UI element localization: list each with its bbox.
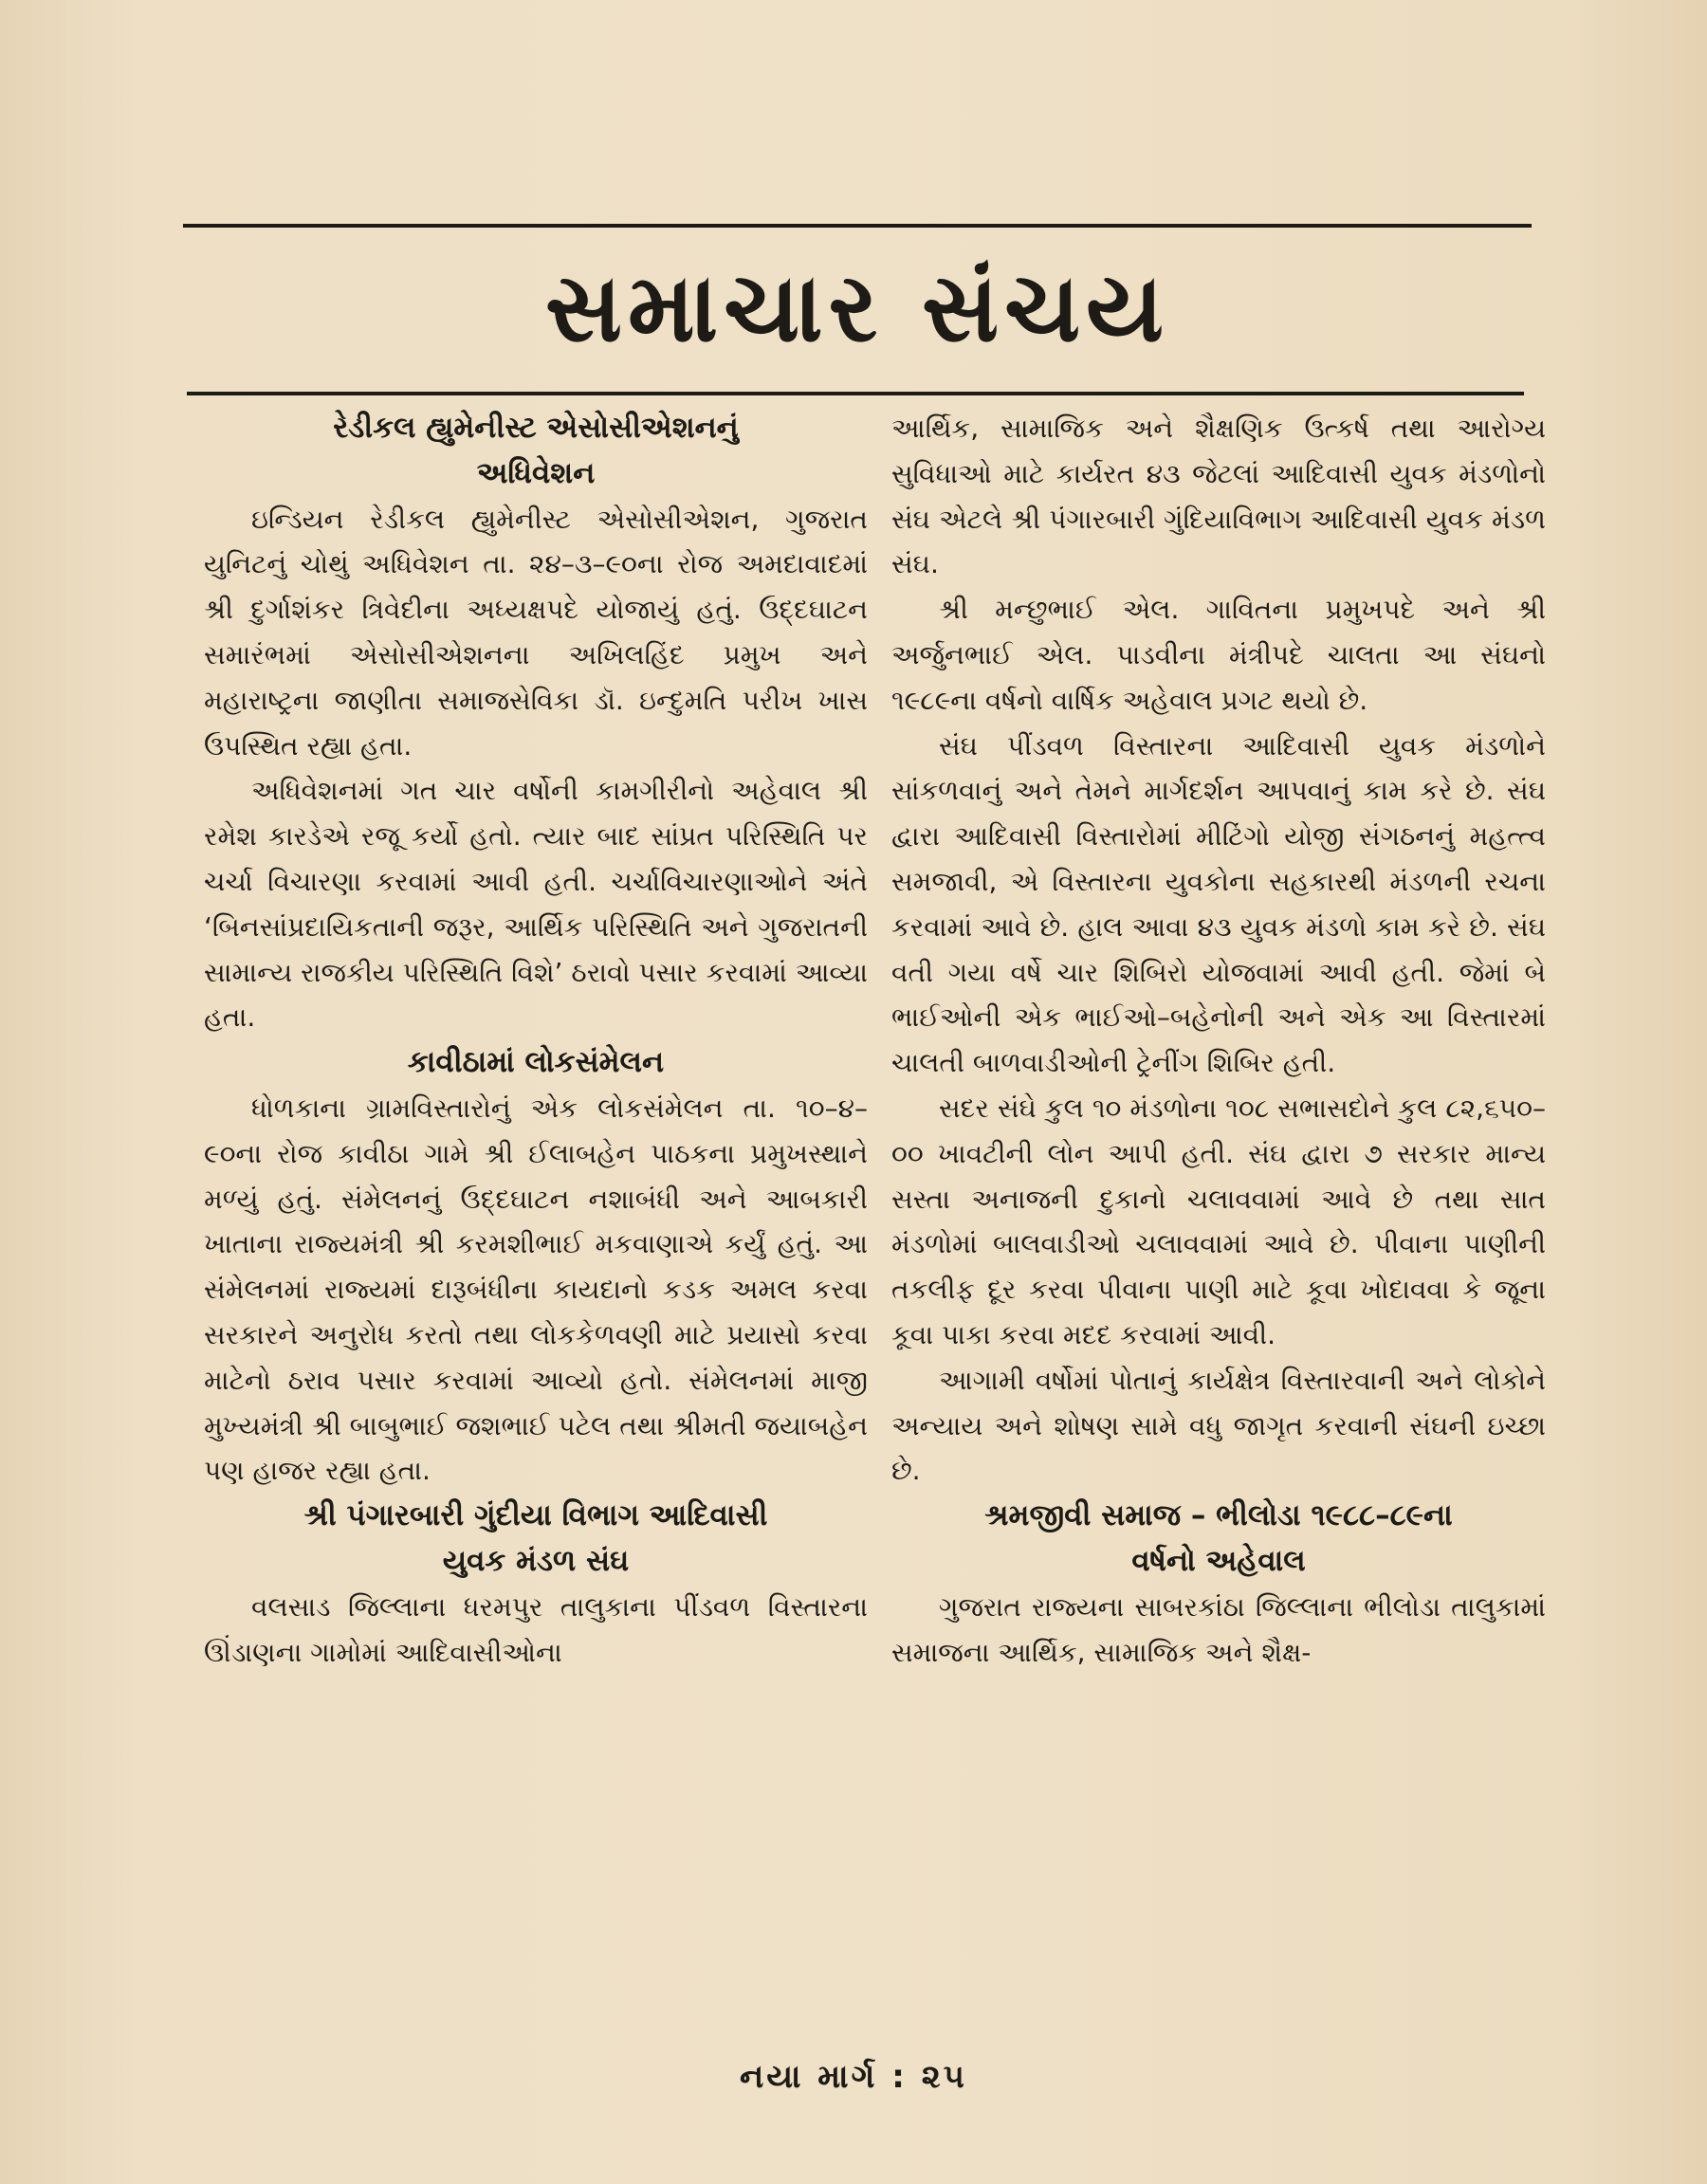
article-paragraph: આર્થિક, સામાજિક અને શૈક્ષણિક ઉત્કર્ષ તથા આરોગ્ય સુવિધાઓ માટે કાર્યરત ૪૩ જેટલાં આદિવાસી યુવક મંડળોનો સંઘ એટલે શ્રી પંગારબારી ગુંદિયાવિભાગ આદિવાસી યુવક મંડળ સંઘ. <box>891 413 1546 580</box>
masthead-rule <box>187 392 1524 395</box>
article-paragraph: અધિવેશનમાં ગત ચાર વર્ષોની કામગીરીનો અહેવાલ શ્રી રમેશ કારડેએ રજૂ કર્યો હતો. ત્યાર બાદ સાંપ્રત પરિસ્થિતિ પર ચર્ચા વિચારણા કરવામાં આવી હતી. ચર્ચાવિચારણાઓને અંતે ‘બિનસાંપ્રદાયિકતાની જરૂર, આર્થિક પરિસ્થિતિ અને ગુજરાતની સામાન્ય રાજકીય પરિસ્થિતિ વિશે’ ઠરાવો પસાર કરવામાં આવ્યા હતા. <box>204 775 868 1034</box>
section-heading: શ્રી પંગારબારી ગુંદીયા વિભાગ આદિવાસી <box>303 1498 768 1533</box>
left-column <box>204 406 868 1675</box>
article-paragraph: વલસાડ જિલ્લાના ધરમપુર તાલુકાના પીંડવળ વિસ્તારના ઊંડાણના ગામોમાં આદિવાસીઓના <box>204 1590 868 1668</box>
section-heading: યુવક મંડળ સંઘ <box>442 1543 630 1578</box>
section-heading: કાવીઠામાં લોકસંમેલન <box>407 1045 665 1080</box>
article-paragraph: ઇન્ડિયન રેડીકલ હ્યુમેનીસ્ટ એસોસીએશન, ગુજરાત યુનિટનું ચોથું અધિવેશન તા. ૨૪–૩–૯૦ના રોજ અમદાવાદમાં શ્રી દુર્ગાશંકર ત્રિવેદીના અધ્યક્ષપદે યોજાયું હતું. ઉદ્દઘાટન સમારંભમાં એસોસીએશનના અખિલહિંદ પ્રમુખ અને મહારાષ્ટ્રના જાણીતા સમાજસેવિકા ડૉ. ઇન્દુમતિ પરીખ ખાસ ઉપસ્થિત રહ્યા હતા. <box>204 503 868 762</box>
section-heading: વર્ષનો અહેવાલ <box>1131 1543 1306 1578</box>
page-footer: નયા માર્ગ : ૨૫ <box>739 2058 968 2096</box>
article-paragraph: શ્રી મન્છુભાઈ એલ. ગાવિતના પ્રમુખપદે અને શ્રી અર્જુનભાઈ એલ. પાડવીના મંત્રીપદે ચાલતા આ સંઘનો ૧૯૮૯ના વર્ષનો વાર્ષિક અહેવાલ પ્રગટ થયો છે. <box>891 594 1546 716</box>
masthead-title: સમાચાર સંચય <box>544 252 1169 363</box>
section-heading: શ્રમજીવી સમાજ – ભીલોડા ૧૯૮૮–૮૯ના <box>984 1498 1453 1533</box>
right-column <box>891 406 1546 1675</box>
article-paragraph: ધોળકાના ગ્રામવિસ્તારોનું એક લોકસંમેલન તા. ૧૦–૪–૯૦ના રોજ કાવીઠા ગામે શ્રી ઈલાબહેન પાઠકના પ્રમુખસ્થાને મળ્યું હતું. સંમેલનનું ઉદ્દઘાટન નશાબંધી અને આબકારી ખાતાના રાજ્યમંત્રી શ્રી કરમશીભાઈ મકવાણાએ કર્યું હતું. આ સંમેલનમાં રાજ્યમાં દારૂબંધીના કાયદાનો કડક અમલ કરવા સરકારને અનુરોધ કરતો તથા લોકકેળવણી માટે પ્રયાસો કરવા માટેનો ઠરાવ પસાર કરવામાં આવ્યો હતો. સંમેલનમાં માજી મુખ્યમંત્રી શ્રી બાબુભાઈ જશભાઈ પટેલ તથા શ્રીમતી જયાબહેન પણ હાજર રહ્યા હતા. <box>204 1092 868 1487</box>
article-paragraph: ગુજરાત રાજ્યના સાબરકાંઠા જિલ્લાના ભીલોડા તાલુકામાં સમાજના આર્થિક, સામાજિક અને શૈક્ષ- <box>891 1590 1546 1668</box>
article-paragraph: સદર સંઘે કુલ ૧૦ મંડળોના ૧૦૮ સભાસદોને કુલ ૮૨,૬૫૦–૦૦ ખાવટીની લોન આપી હતી. સંઘ દ્વારા ૭ સરકાર માન્ય સસ્તા અનાજની દુકાનો ચલાવવામાં આવે છે તથા સાત મંડળોમાં બાલવાડીઓ ચલાવવામાં આવે છે. પીવાના પાણીની તકલીફ દૂર કરવા પીવાના પાણી માટે કૂવા ખોદાવવા કે જૂના કૂવા પાકા કરવા મદદ કરવામાં આવી. <box>891 1092 1546 1350</box>
section-heading: અધિવેશન <box>476 455 596 490</box>
section-heading: રેડીકલ હ્યુમેનીસ્ટ એસોસીએશનનું <box>333 411 739 445</box>
article-paragraph: આગામી વર્ષોમાં પોતાનું કાર્યક્ષેત્ર વિસ્તારવાની અને લોકોને અન્યાય અને શોષણ સામે વધુ જાગૃત કરવાની સંઘની ઇચ્છા છે. <box>891 1364 1546 1487</box>
top-rule <box>183 224 1532 228</box>
article-paragraph: સંઘ પીંડવળ વિસ્તારના આદિવાસી યુવક મંડળોને સાંકળવાનું અને તેમને માર્ગદર્શન આપવાનું કામ કરે છે. સંઘ દ્વારા આદિવાસી વિસ્તારોમાં મીટિંગો યોજી સંગઠનનું મહત્ત્વ સમજાવી, એ વિસ્તારના યુવકોના સહકારથી મંડળની રચના કરવામાં આવે છે. હાલ આવા ૪૩ યુવક મંડળો કામ કરે છે. સંઘ વતી ગયા વર્ષે ચાર શિબિરો યોજવામાં આવી હતી. જેમાં બે ભાઈઓની એક ભાઈઓ–બહેનોની અને એક આ વિસ્તારમાં ચાલતી બાળવાડીઓની ટ્રેનીંગ શિબિર હતી. <box>891 729 1546 1079</box>
